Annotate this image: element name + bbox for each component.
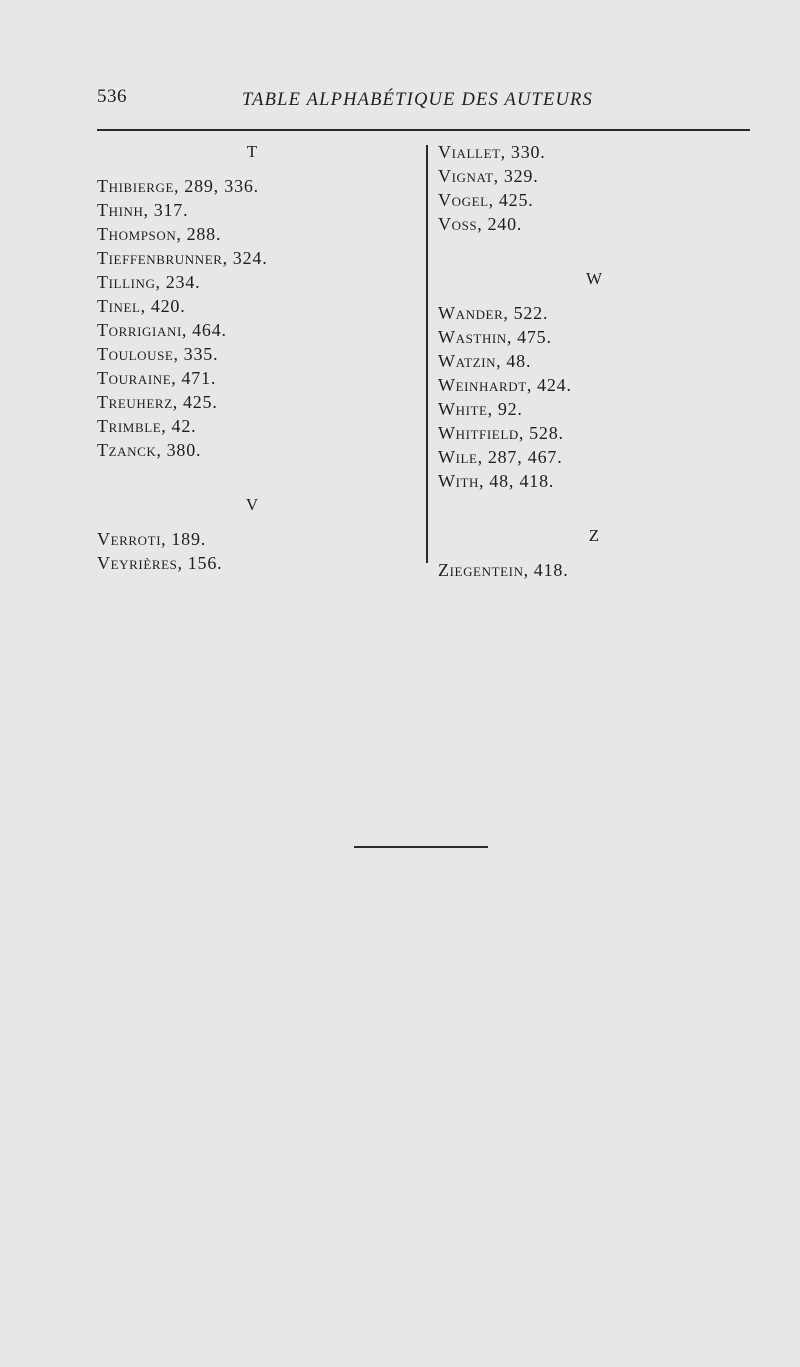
index-entry (97, 438, 417, 462)
end-rule (354, 846, 488, 848)
spacer (438, 548, 748, 558)
page-references: 528. (529, 423, 564, 443)
index-entry (97, 198, 417, 222)
author-name: Torrigiani, (97, 320, 187, 340)
page-number: 536 (97, 86, 127, 107)
index-entry (97, 342, 417, 366)
author-name: Veyrières, (97, 553, 183, 573)
index-entry (97, 294, 417, 318)
section-letter-w: W (585, 269, 603, 288)
running-title: TABLE ALPHABÉTIQUE DES AUTEURS (242, 90, 594, 110)
author-name: Ziegentein, (438, 560, 529, 580)
page-references: 240. (487, 214, 523, 234)
author-name: With, (438, 471, 485, 491)
page-references: 380. (166, 440, 202, 460)
page-references: 425. (182, 392, 218, 412)
author-name: Wander, (438, 303, 509, 323)
index-entry (438, 212, 748, 236)
author-name: Tinel, (97, 296, 146, 316)
index-entry (97, 318, 417, 342)
author-name: Tilling, (97, 272, 161, 292)
page-references: 475. (517, 327, 552, 347)
index-entry (438, 397, 748, 421)
entry-list-v-continued (438, 140, 748, 236)
page-references: 420. (150, 296, 186, 316)
author-name: Toulouse, (97, 344, 179, 364)
index-entry (438, 164, 748, 188)
author-name: Thompson, (97, 224, 182, 244)
spacer (438, 493, 748, 524)
section-letter-t: T (246, 142, 258, 161)
page-references: 92. (497, 399, 523, 419)
index-entry (438, 140, 748, 164)
author-name: Trimble, (97, 416, 167, 436)
page-references: 424. (537, 375, 572, 395)
page-references: 189. (171, 529, 207, 549)
page-references: 156. (187, 553, 223, 573)
index-entry (438, 445, 748, 469)
author-name: Wasthin, (438, 327, 512, 347)
page-references: 48, 418. (489, 471, 555, 491)
index-entry (438, 188, 748, 212)
page-references: 48. (506, 351, 532, 371)
index-entry (97, 246, 417, 270)
author-name: Thibierge, (97, 176, 180, 196)
author-name: Wile, (438, 447, 483, 467)
author-name: Voss, (438, 214, 483, 234)
page-references: 329. (503, 166, 539, 186)
entry-list-t (97, 174, 417, 462)
author-name: Treuherz, (97, 392, 178, 412)
spacer (97, 462, 417, 493)
index-entry (97, 270, 417, 294)
author-name: White, (438, 399, 493, 419)
author-name: Tieffenbrunner, (97, 248, 228, 268)
page-references: 287, 467. (487, 447, 563, 467)
author-name: Vignat, (438, 166, 499, 186)
page-references: 335. (183, 344, 219, 364)
author-name: Verroti, (97, 529, 167, 549)
index-entry (438, 469, 748, 493)
index-entry (438, 301, 748, 325)
index-entry (97, 527, 417, 551)
index-entry (97, 390, 417, 414)
index-entry (438, 558, 748, 582)
entry-list-z (438, 558, 748, 582)
author-name: Weinhardt, (438, 375, 532, 395)
author-name: Whitfield, (438, 423, 524, 443)
index-entry (438, 421, 748, 445)
author-name: Watzin, (438, 351, 502, 371)
right-column (438, 140, 748, 582)
spacer (97, 517, 417, 527)
column-divider (426, 145, 428, 563)
entry-list-v (97, 527, 417, 575)
section-letter-z: Z (588, 526, 600, 545)
page-references: 317. (153, 200, 189, 220)
page-references: 324. (232, 248, 268, 268)
index-entry (438, 349, 748, 373)
page-references: 288. (186, 224, 222, 244)
page-references: 471. (181, 368, 217, 388)
spacer (438, 291, 748, 301)
page-header (97, 86, 737, 116)
index-entry (97, 551, 417, 575)
page-references: 418. (533, 560, 569, 580)
index-entry (97, 222, 417, 246)
page-references: 234. (165, 272, 201, 292)
page-references: 289, 336. (184, 176, 259, 196)
author-name: Viallet, (438, 142, 506, 162)
entry-list-w (438, 301, 748, 493)
index-entry (97, 366, 417, 390)
author-name: Thinh, (97, 200, 149, 220)
index-entry (438, 373, 748, 397)
spacer (438, 236, 748, 267)
page-references: 522. (513, 303, 549, 323)
section-letter-v: V (245, 495, 259, 514)
page-references: 464. (192, 320, 227, 340)
author-name: Tzanck, (97, 440, 162, 460)
page-references: 330. (510, 142, 546, 162)
index-entry (438, 325, 748, 349)
index-entry (97, 414, 417, 438)
author-name: Touraine, (97, 368, 177, 388)
left-column (97, 140, 417, 575)
spacer (97, 164, 417, 174)
page-references: 42. (171, 416, 197, 436)
header-rule (97, 129, 750, 131)
page-references: 425. (498, 190, 534, 210)
index-entry (97, 174, 417, 198)
author-name: Vogel, (438, 190, 494, 210)
